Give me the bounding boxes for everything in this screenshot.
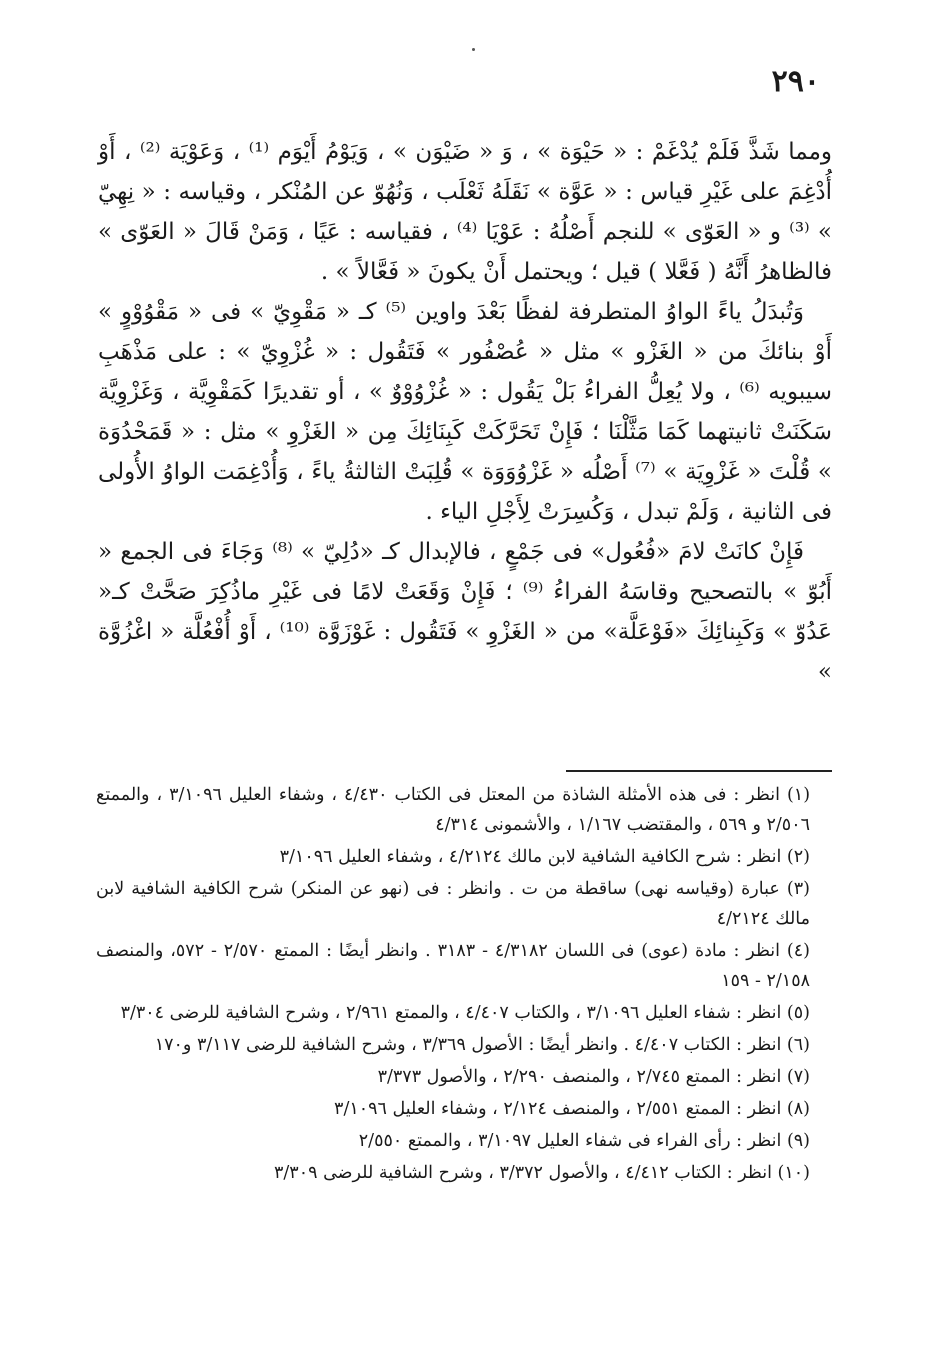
- footnotes: [96, 780, 832, 1190]
- paragraph: وَتُبدَلُ ياءً الواوُ المتطرفة لفظًا بَعْدَ واوين ⁽⁵⁾ كـ « مَقْوِيّ » فى « مَقْوُوْوٍ » أَوْ بنائكَ من « الغَزْو » مثل « عُصْفُور » فَتَقُول : « غُزْوِيّ » : على مَذْهَبِ سيبويه ⁽⁶⁾ ، ولا يُعِلُّ الفراءُ بَلْ يَقُول : « غُزْوُوْوٌ » ، أو تقديرًا كَمَقْوِيَّة ، وَغَزْوِيَّة سَكَنَتْ ثانيتهما كَمَا مَثَّلْنَا ؛ فَإِنْ تَحَرَّكَتْ كَبِنَائِكَ مِن « الغَزْوِ » مثل : « قَمَحْدُوَة » قُلْتَ « غَزْوِيَة » ⁽⁷⁾ أَصْلُه « غَزْوُوَوَة » قُلِبَتْ الثالثةُ ياءً ، وَأُدْغِمَت الواوُ الأُولى فى الثانية ، وَلَمْ تبدل ، وَكُسِرَتْ لِأَجْلِ الياء .: [98, 299, 832, 525]
- footnote: (٨) انظر : الممتع ٢/٥٥١ ، والمنصف ٢/١٢٤ ، وشفاء العليل ٣/١٠٩٦: [334, 1099, 810, 1119]
- page-number: ٢٩٠: [771, 64, 820, 99]
- page-speck: [472, 48, 475, 51]
- footnote: (٧) انظر : الممتع ٢/٧٤٥ ، والمنصف ٢/٢٩٠ ، والأصول ٣/٣٧٣: [377, 1067, 810, 1087]
- footnote: (٦) انظر : الكتاب ٤/٤٠٧ . وانظر أيضًا : الأصول ٣/٣٦٩ ، وشرح الشافية للرضى ٣/١١٧ و١٧٠: [154, 1035, 810, 1055]
- footnote: (١٠) انظر : الكتاب ٤/٤١٢ ، والأصول ٣/٣٧٢ ، وشرح الشافية للرضى ٣/٣٠٩: [274, 1163, 810, 1183]
- footnote: (٤) انظر : مادة (عوى) فى اللسان ٤/٣١٨٢ - ٣١٨٣ . وانظر أيضًا : الممتع ٢/٥٧٠ - ٥٧٢، والمنصف ٢/١٥٨ - ١٥٩: [96, 941, 810, 991]
- footnote: (٢) انظر : شرح الكافية الشافية لابن مالك ٤/٢١٢٤ ، وشفاء العليل ٣/١٠٩٦: [279, 847, 810, 867]
- paragraph: فَإِنْ كانَتْ لامَ «فُعُول» فى جَمْعٍ ، فالإبدال كـ «دُلِيّ » ⁽⁸⁾ وَجَاءَ فى الجمع « أَبُوّ » بالتصحيح وقاسَهُ الفراءُ ⁽⁹⁾ ؛ فَإِنْ وَقَعَتْ لامًا فى غَيْرِ ماذُكِرَ صَحَّتْ كـ« عَدُوّ » وَكَبِنائِكَ «فَوْعَلَّة» من « الغَزْوِ » فَتَقُول : غَوْزَوَّة ⁽¹⁰⁾ ، أَوْ أُفْعُلَّة « اغْزُوَّة »: [98, 539, 832, 685]
- footnote: (٩) انظر : رأى الفراء فى شفاء العليل ٣/١٠٩٧ ، والممتع ٢/٥٥٠: [358, 1131, 810, 1151]
- main-text: [98, 132, 832, 692]
- footnote: (٣) عبارة (وقياسه نهى) ساقطة من ت . وانظر : فى (نهو عن المنكر) شرح الكافية الشافية لابن مالك ٤/٢١٢٤: [96, 879, 810, 929]
- paragraph: ومما شَذَّ فَلَمْ يُدْغَمْ : « حَيْوَة » ، وَ « ضَيْوَن » ، وَيَوْمُ أَيْوَم ⁽¹⁾ ، وَعَوْيَة ⁽²⁾ ، أَوْ أُدْغِمَ على غَيْرِ قياس : « عَوَّة » نَقَلَهُ ثَعْلَب ، وَنُهُوّ عن المُنْكر ، وقياسه : « نِهِيّ » ⁽³⁾ و « العَوّى » للنجم أَصْلُهُ : عَوْيَا ⁽⁴⁾ ، فقياسه : عَيًا ، وَمَنْ قَالَ « العَوّى » فالظاهرُ أَنَّهُ ( فَعَّلا ) قيل ؛ ويحتمل أَنْ يكونَ « فَعَّالاً » .: [98, 139, 833, 285]
- footnote-separator: [566, 770, 832, 772]
- footnote: (١) انظر : فى هذه الأمثلة الشاذة من المعتل فى الكتاب ٤/٤٣٠ ، وشفاء العليل ٣/١٠٩٦ ، والممتع ٢/٥٠٦ و ٥٦٩ ، والمقتضب ١/١٦٧ ، والأشمونى ٤/٣١٤: [96, 785, 811, 835]
- footnote: (٥) انظر : شفاء العليل ٣/١٠٩٦ ، والكتاب ٤/٤٠٧ ، والممتع ٢/٩٦١ ، وشرح الشافية للرضى ٣/٣٠٤: [120, 1003, 810, 1023]
